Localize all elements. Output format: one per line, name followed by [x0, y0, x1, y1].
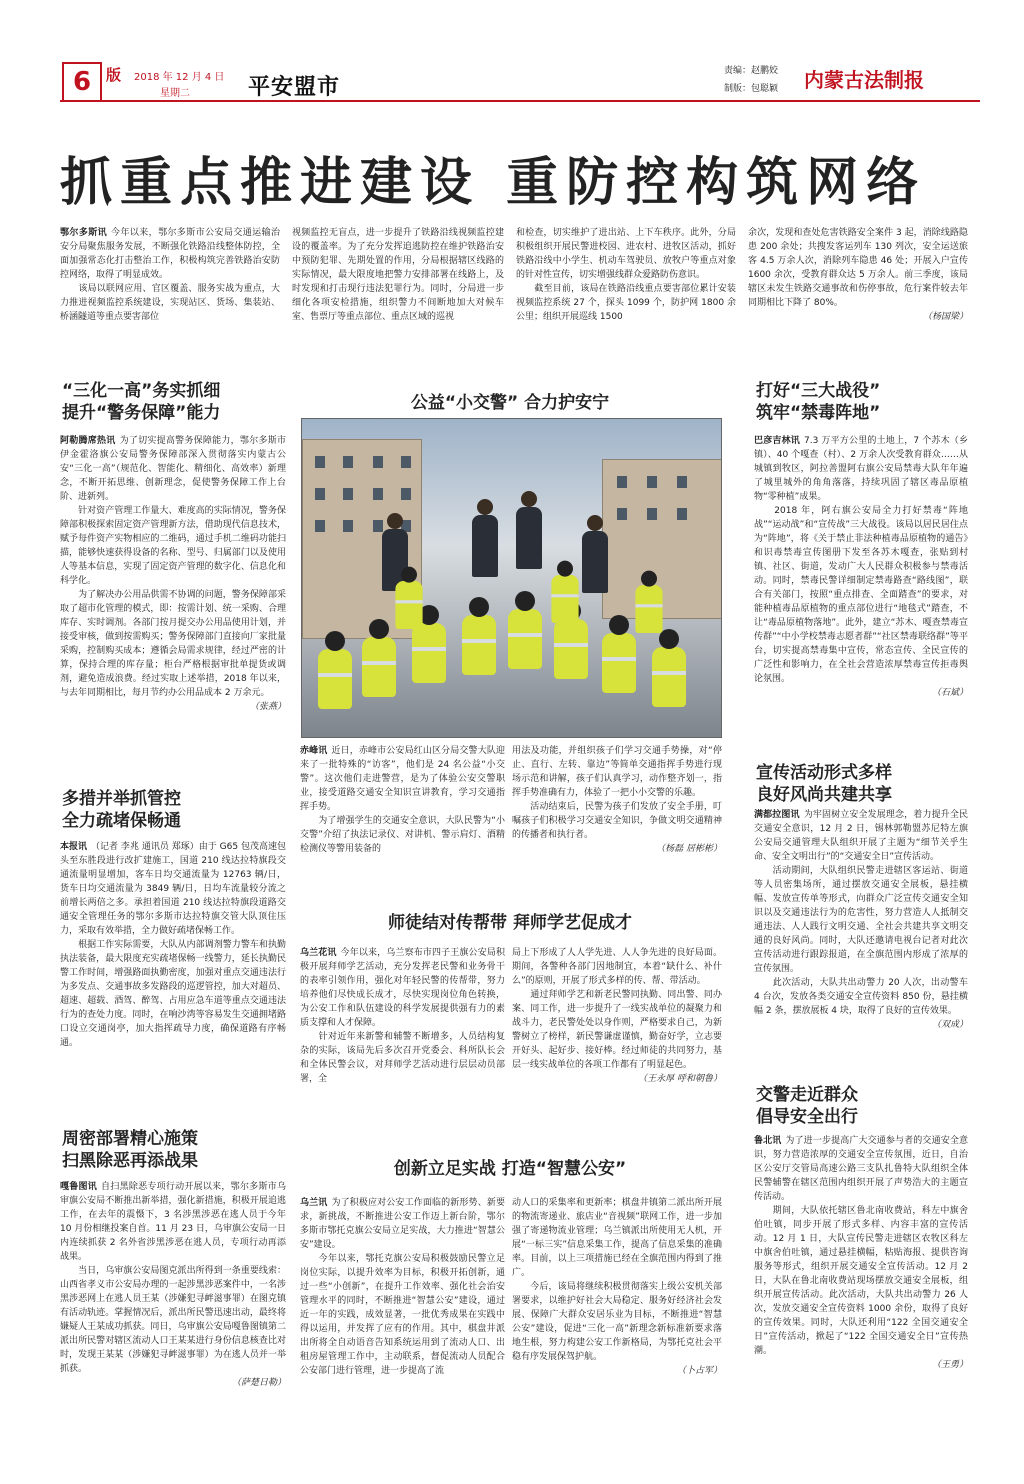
top-article-col3: 和检查，切实维护了进出站、上下车秩序。此外，分局积极组织开展民警进校园、进农村、进牧区活动，抓好铁路沿线中小学生、机动车驾驶员、放牧户等重点对象的针对性宣传，切实增强线群众爱路防伤意识。 截至目前，该局在铁路沿线重点要害部位累计安装视频监控系统 27 个，探头 1099 个，防护网 1800 余公里；组织开展巡线 1500 [516, 228, 736, 322]
top-article-col2: 视频监控无盲点，进一步提升了铁路沿线视频监控建设的覆盖率。为了充分发挥追逃防控在维护铁路治安中预防犯罪、先期处置的作用，分局根据辖区线路的实际情况，最大限度地把警力安排部署在线路上，及时发现和打击现行违法犯罪行为。同时，分局进一步细化各项安检措施，组织警力不间断地加大对候车室、售票厅等重点部位、重点区域的巡视 [292, 228, 504, 322]
child-vest [554, 619, 588, 679]
child-vest [412, 623, 446, 683]
article-title: 师徒结对传帮带 拜师学艺促成才 [388, 913, 632, 933]
page-number: 6 [62, 62, 102, 102]
dateline: 乌兰花讯 [300, 948, 337, 958]
masthead-rule [60, 100, 980, 102]
editor-credit: 责编：赵鹏姣 [724, 66, 779, 76]
article-body [512, 946, 722, 1126]
top-article-col4 [748, 226, 968, 348]
article-title: 多措并举抓管控 全力疏堵保畅通 [62, 789, 181, 831]
body-text: 7.3 万平方公里的土地上，7 个苏木（乡镇）、40 个嘎查（村）、2 万余人次受教育群众……从城镇到牧区，阿拉善盟阿右旗公安局禁毒大队年年遍了城里城外的角角落落，持续巩固了辖区毒品原植物“零种植”成果。 2018 年，阿右旗公安局全力打好禁毒“阵地战”“运动战”和“宣传战”三大战役。该局以居民居住点为“阵地”，将《关于禁止非法种植毒品原植物的通告》和识毒禁毒宣传图册下发至各苏木嘎查，张贴到村镇、社区、街道，发动广大人民群众积极参与禁毒活动。同时，禁毒民警详细制定禁毒路查“路线图”，联合有关部门，按照“重点排查、全面踏查”的要求，对能种植毒品原植物的重点部位进行“地毯式”踏查，不让“毒品原植物落地”。此外，建立“苏木、嘎查禁毒宣传群”“中小学校禁毒志愿者群”“社区禁毒联络群”等平台，切实提高禁毒集中宣传，常态宣传、全民宣传的广泛性和影响力，在全社会营造浓厚禁毒宣传拒毒舆论氛围。 [754, 436, 968, 684]
byline: （萨楚日勒） [231, 1378, 286, 1388]
dateline: 本报讯 [60, 842, 88, 852]
article-body [300, 946, 505, 1126]
article-body [60, 434, 286, 772]
dateline: 满都拉图讯 [754, 810, 800, 820]
child-vest [551, 575, 578, 623]
police-officer [472, 515, 498, 577]
article-body [754, 1134, 968, 1470]
body-text: 动人口的采集率和更新率；棋盘井镇第二派出所开展的物流寄递业、旅店业“音视频”联网工作，进一步加强了寄递物流业管理；乌兰镇派出所使用无人机，开展“一标三实”信息采集工作，提高了信息采集的准确率。目前，以上三项措施已经在全旗范围内得到了推广。 今后，该局将继续积极贯彻落实上级公安机关部署要求，以维护好社会大局稳定、服务好经济社会发展、保障广大群众安居乐业为目标，不断推进“智慧公安”建设，促进“三化一高”新理念新标准新要求落地生根，努力构建公安工作新格局，为鄂托克社会平稳有序发展保驾护航。 [512, 1198, 722, 1362]
byline: （杨国梁） [922, 312, 968, 322]
body-text: 为了切实提高警务保障能力，鄂尔多斯市伊金霍洛旗公安局警务保障部深入贯彻落实内蒙古公安“三化一高”（规范化、智能化、精细化、高效率）新理念，不断开拓思维、创新理念，促使警务保障工作上台阶、进新列。 针对资产管理工作量大、难度高的实际情况，警务保障部积极探索固定资产管理新方法，借助现代信息技术，赋予每件资产实物相应的二维码，通过手机二维码功能扫描，能够快速获得设备的名称、型号、归属部门以及使用人等基本信息，实现了固定资产管理的数字化、信息化和科学化。 为了解决办公用品供需不协调的问题，警务保障部采取了超市化管理的模式，即：按需计划、统一采购、合理库存、实时调剂。各部门按月提交办公用品使用计划，并接受审核，做到按需购买；警务保障部门直接向厂家批量采购，控制购买成本；遵循会局需求规律，经过严密的计算，保持合理的库存量；柜台严格根据审批单提货或调剂，避免造成浪费。经过实取上述举措，2018 年以来，与去年同期相比，每月节约办公用品成本 2 万余元。 [60, 436, 286, 698]
article-body [300, 744, 505, 894]
article-body [512, 744, 722, 894]
child-vest [462, 615, 496, 675]
article-body [60, 840, 286, 1124]
body-text: （记者 李兆 通讯员 郑琢）由于 G65 包茂高速包头至东胜段进行改扩建施工，国道 210 线达拉特旗段交通流量明显增加，客车日均交通流量为 12763 辆/日，货车日均交通流量为 3849 辆/日，日均车流量较分流之前增长两倍之多。承担着国道 210 线达拉特旗段道路交通安全管理任务的鄂尔多斯市达拉特旗交管大队顶住压力，采取有效举措，全力做好疏堵保畅工作。 根据工作实际需要，大队从内部调剂警力警车和执勤执法装备，最大限度充实疏堵保畅一线警力，延长执勤民警工作时间，增强路面执勤密度，加强对重点交通违法行为多发点、交通事故多发路段的巡逻管控，加大对超员、超速、超载、酒驾、醉驾、占用应急车道等重点交通违法行为的查处力度。同时，在响沙湾等容易发生交通拥堵路口设立交通岗亭，加大指挥疏导力度，确保道路有序畅通。 [60, 842, 286, 1048]
police-officer [516, 507, 542, 569]
dateline: 嘎鲁图讯 [60, 1182, 98, 1192]
byline: （杨磊 居彬彬） [656, 844, 722, 854]
article-body [754, 434, 968, 764]
byline: （石斌） [931, 688, 968, 698]
article-title: 周密部署精心施策 扫黑除恶再添战果 [62, 1129, 198, 1171]
body-text: 局上下形成了人人学先进、人人争先进的良好局面。期间，各警种各部门因地制宜，本着“缺什么、补什么”的原则，开展了形式多样的传、帮、带活动。 通过拜师学艺和新老民警同执勤、同出警、同办案、同工作，进一步提升了一线实战单位的凝聚力和战斗力，老民警处处以身作则，严格要求自己，为新警树立了榜样，新民警谦虚谨慎，勤奋好学，立志要开好头、起好步、接好棒。经过师徒的共同努力，基层一线实战单位的各项工作都有了明显起色。 [512, 948, 722, 1070]
article-title: 打好“三大战役” 筑牢“禁毒阵地” [756, 381, 881, 423]
body-text: 为了进一步提高广大交通参与者的交通安全意识，努力营造浓厚的交通安全宣传氛围，近日，自治区公安厅交管局高速公路三支队扎鲁特大队组织全体民警辅警在辖区范围内组织开展了声势浩大的主题宣传活动。 期间，大队依托辖区鲁北南收费站，科左中旗舍伯吐镇，同步开展了形式多样、内容丰富的宣传活动。12 月 1 日，大队宣传民警走进辖区农牧区科左中旗舍伯吐镇，通过悬挂横幅，粘贴海报、提供咨询服务等形式，组织开展交通安全宣传活动。12 月 2 日，大队在鲁北南收费站现场摆放交通安全展板，组织开展宣传活动。此次活动，大队共出动警力 26 人次，发放交通安全宣传资料 1000 余份，取得了良好的宣传效果。同时，大队还利用“122 全国交通安全日”宣传活动，掀起了“122 全国交通安全日”宣传热潮。 [754, 1136, 968, 1356]
body-text: 用法及功能，并组织孩子们学习交通手势操，对“停止、直行、左转、靠边”等简单交通指挥手势进行现场示范和讲解，孩子们认真学习，动作整齐划一，指挥手势准确有力，体验了一把小小交警的乐趣。 活动结束后，民警为孩子们发放了安全手册，叮嘱孩子们积极学习交通安全知识，争做文明交通精神的传播者和执行者。 [512, 746, 722, 840]
body-text: 自扫黑除恶专项行动开展以来，鄂尔多斯市乌审旗公安局不断推出新举措，强化新措施，积极开展追逃工作，在去年的震慑下，3 名涉黑涉恶在逃人员于今年 10 月份相继投案自首。11 月 23 日，乌审旗公安局一日内连续抓获 2 名外省涉黑涉恶在逃人员，专项行动再添战果。 当日，乌审旗公安局图克派出所得到一条重要线索：山西省孝义市公安局办理的一起涉黑涉恶案件中，一名涉黑涉恶网上在逃人员王某（涉嫌犯寻衅滋事罪）在图克镇有活动轨迹。掌握情况后，派出所民警迅速出动，最终将嫌疑人王某成功抓获。同日，乌审旗公安局嘎鲁图镇第二派出所民警对辖区流动人口王某某进行身份信息核查比对时，发现王某某（涉嫌犯寻衅滋事罪）为在逃人员并一举抓获。 [60, 1182, 286, 1374]
body-text: 近日，赤峰市公安局红山区分局交警大队迎来了一批特殊的“访客”，他们是 24 名公益“小交警”。这次他们走进警营，是为了体验公安交警职业，接受道路交通安全知识宣讲教育，学习交通指挥手势。 为了增强学生的交通安全意识，大队民警为“小交警”介绍了执法记录仪、对讲机、警示肩灯、酒精检测仪等警用装备的 [300, 746, 505, 854]
child-vest [602, 633, 636, 693]
edition-label: 版 [106, 66, 122, 84]
article-title: 公益“小交警” 合力护安宁 [410, 393, 610, 413]
dateline: 乌兰讯 [300, 1198, 328, 1208]
byline: （张燕） [249, 702, 286, 712]
byline: （王勇） [931, 1360, 968, 1370]
layout-credit: 制版：包聪颖 [724, 84, 779, 94]
credits [724, 62, 778, 98]
child-vest [318, 649, 352, 709]
article-body [512, 1196, 722, 1466]
byline: （王永厚 呼和朝鲁） [638, 1074, 722, 1084]
byline: （卜占军） [676, 1366, 722, 1376]
masthead [60, 60, 980, 110]
body-text: 余次，发现和查处危害铁路安全案件 3 起，消除线路隐患 200 余处；共搜发客运列车 130 列次，安全运送旅客 4.5 万余人次，消除列车隐患 46 处；开展入户宣传 1600 余次，受教育群众达 5 万余人。前三季度，该局辖区未发生铁路交通事故和伤停事故，危行案件较去年同期相比下降了 80%。 [748, 228, 968, 308]
byline: （双成） [931, 1020, 968, 1030]
body-text: 为了积极应对公安工作面临的新形势、新要求，新挑战，不断推进公安工作迈上新台阶，鄂尔多斯市鄂托克旗公安局立足实战，大力推进“智慧公安”建设。 今年以来，鄂托克旗公安局积极鼓励民警立足岗位实际，以提升效率为目标，积极开拓创新，通过一些“小创新”，在提升工作效率、强化社会治安管理水平的同时，不断推进“智慧公安”建设，通过近一年的实践，成效显著，一批优秀成果在实践中得以运用，并发挥了应有的作用。其中，棋盘井派出所将全自动语音告知系统运用到了流动人口、出租房屋管理工作中，主动联系，督促流动人员配合公安部门进行管理，进一步提高了流 [300, 1198, 505, 1376]
article-body [300, 1196, 505, 1466]
issue-date: 2018 年 12 月 4 日 [134, 72, 225, 83]
traffic-police-photo [301, 418, 722, 738]
dateline: 鄂尔多斯讯 [60, 228, 108, 238]
body-text: 今年以来，鄂尔多斯市公安局交通运输治安分局聚焦服务发展，不断强化铁路沿线整体防控，全面加强常态化打击整治工作，积极构筑完善铁路治安防控网络，取得了明显成效。 该局以联网应用、官区覆盖、服务实战为重点，大力推进视频监控系统建设，实现站区、货场、集装站、桥涵隧道等重点要害部位 [60, 228, 280, 322]
dateline: 巴彦吉林讯 [754, 436, 801, 446]
child-vest [395, 581, 422, 629]
child-vest [652, 647, 686, 707]
dateline: 鲁北讯 [754, 1136, 782, 1146]
body-text: 为牢固树立安全发展理念，着力提升全民交通安全意识，12 月 2 日，锡林郭勒盟苏尼特左旗公安局交通管理大队组织开展了主题为“细节关乎生命、安全文明出行”的“交通安全日”宣传活动。 活动期间，大队组织民警走进辖区客运站、街道等人员密集场所，通过摆放交通安全展板，悬挂横幅、发放宣传单等形式，向群众广泛宣传交通安全知识以及交通违法行为的危害性，努力营造人人抵制交通违法、人人践行文明交通、全社会共建共享文明交通的良好风尚。同时，大队还邀请电视台记者对此次宣传活动进行跟踪报道，在全旗范围内形成了浓厚的宣传氛围。 此次活动，大队共出动警力 20 人次，出动警车 4 台次，发放各类交通安全宣传资料 850 份，悬挂横幅 2 条，摆放展板 4 块，取得了良好的宣传效果。 [754, 810, 968, 1016]
page-headline: 抓重点推进建设 重防控构筑网络 [60, 153, 927, 213]
newspaper-logo: 内蒙古法制报 [804, 68, 924, 92]
adult-figure [582, 531, 608, 593]
child-vest [508, 609, 542, 669]
body-text: 今年以来，乌兰察布市四子王旗公安局积极开展拜师学艺活动，充分发挥老民警和业务骨干的表率引领作用，强化对年轻民警的传帮带，努力培养他们尽快成长成才，尽快实现岗位角色转换，为公安工作和队伍建设的科学发展提供强有力的素质支撑和人才保障。 针对近年来新警和辅警不断增多，人员结构复杂的实际，该局先后多次召开党委会、科所队长会和全体民警会议，对拜师学艺活动进行层层动员部署，全 [300, 948, 505, 1084]
dateline: 阿勒腾席热讯 [60, 436, 116, 446]
article-title: 创新立足实战 打造“智慧公安” [393, 1159, 627, 1179]
issue-weekday: 星期二 [160, 88, 190, 99]
article-title: 宣传活动形式多样 良好风尚共建共享 [756, 763, 892, 805]
top-article-col1 [60, 226, 280, 348]
article-body [754, 808, 968, 1078]
dateline: 赤峰讯 [300, 746, 328, 756]
child-vest [635, 585, 662, 633]
article-title: 交警走近群众 倡导安全出行 [756, 1085, 858, 1127]
article-body [60, 1180, 286, 1470]
article-title: “三化一高”务实抓细 提升“警务保障”能力 [62, 381, 221, 423]
child-vest [362, 637, 396, 697]
section-title: 平安盟市 [248, 75, 341, 100]
